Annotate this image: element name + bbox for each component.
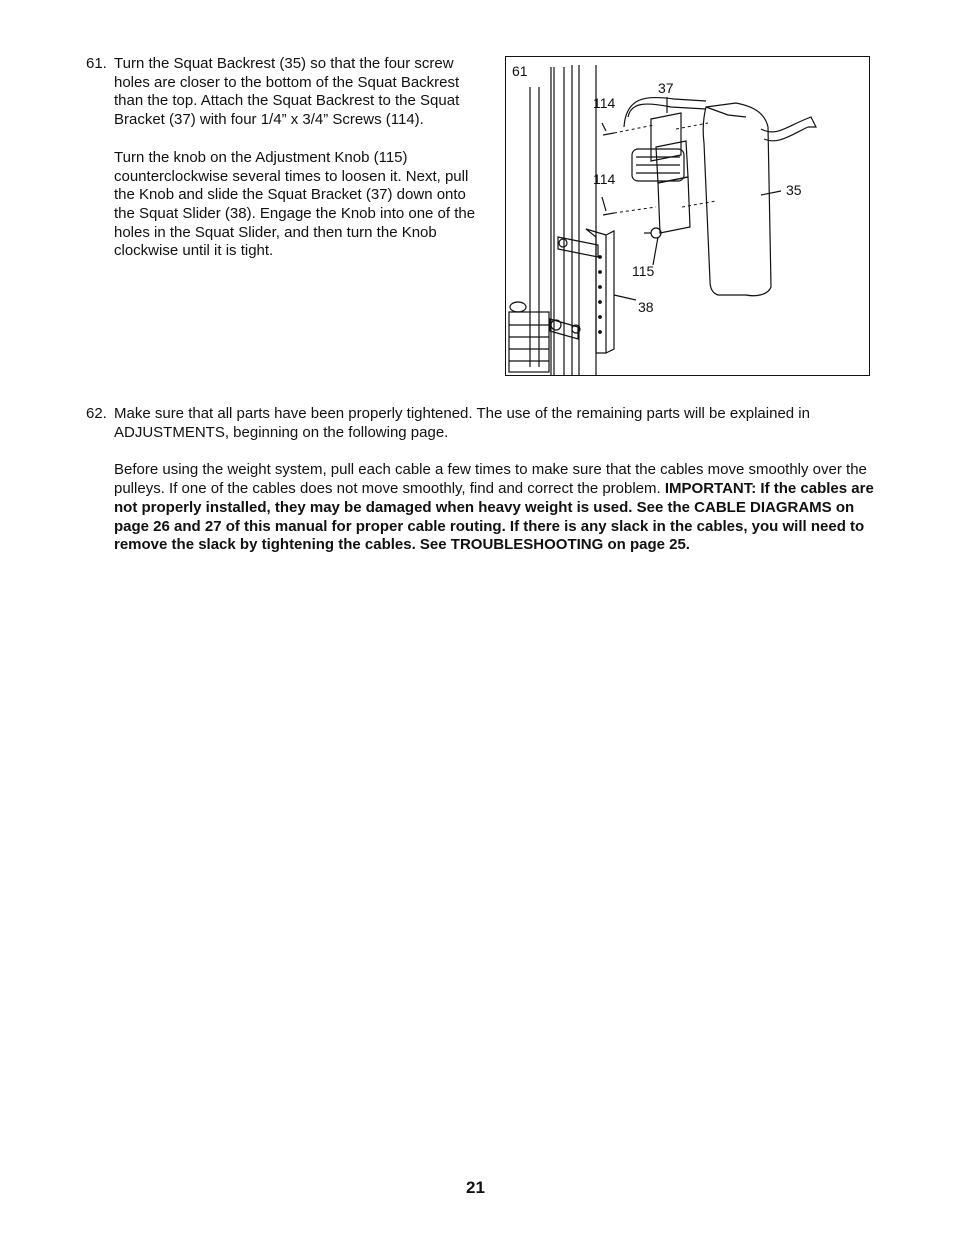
assembly-figure (505, 56, 870, 376)
page-number: 21 (466, 1178, 485, 1197)
callout-screw-bottom: 114 (593, 171, 616, 187)
step-62-paragraph-2 (114, 461, 876, 555)
step-number: 61. (86, 55, 107, 72)
assembly-drawing (506, 57, 869, 375)
step-62-paragraph-2-text: Before using the weight system, pull each cable a few times to make sure that the cables move smoothly over the pulleys. If one of the cables does not move smoothly, find and correct the problem. (114, 461, 867, 498)
callout-screw-top: 114 (593, 95, 616, 111)
step-61 (86, 55, 481, 261)
callout-squat-backrest: 35 (786, 182, 802, 198)
step-62 (86, 405, 876, 555)
step-62-paragraph-1: Make sure that all parts have been properly tightened. The use of the remaining parts will be explained in ADJUSTMENTS, beginning on the following page. (114, 405, 810, 441)
callout-squat-slider: 38 (638, 299, 654, 315)
step-61-paragraph-2: Turn the knob on the Adjustment Knob (115) counterclockwise several times to loosen it. Next, pull the Knob and slide the Squat Bracket (37) down onto the Squat Slider (38). Engage the Knob into one of the holes in the Squat Slider, and then turn the Knob clockwise until it is tight. (114, 148, 476, 260)
step-number: 62. (86, 405, 107, 422)
figure-step-label: 61 (512, 63, 528, 79)
callout-squat-bracket: 37 (658, 80, 674, 96)
important-warning: IMPORTANT: If the cables are not properly installed, they may be damaged when heavy weight is used. See the CABLE DIAGRAMS on page 26 and 27 of this manual for proper cable routing. If there is any slack in the cables, you will need to remove the slack by tightening the cables. See TROUBLESHOOTING on page 25. (114, 480, 874, 554)
step-61-paragraph-1: Turn the Squat Backrest (35) so that the four screw holes are closer to the bottom of the Squat Backrest than the top. Attach the Squat Backrest to the Squat Bracket (37) with four 1/4” x 3/4” Screws (114). (114, 55, 460, 129)
callout-adjustment-knob: 115 (632, 263, 655, 279)
